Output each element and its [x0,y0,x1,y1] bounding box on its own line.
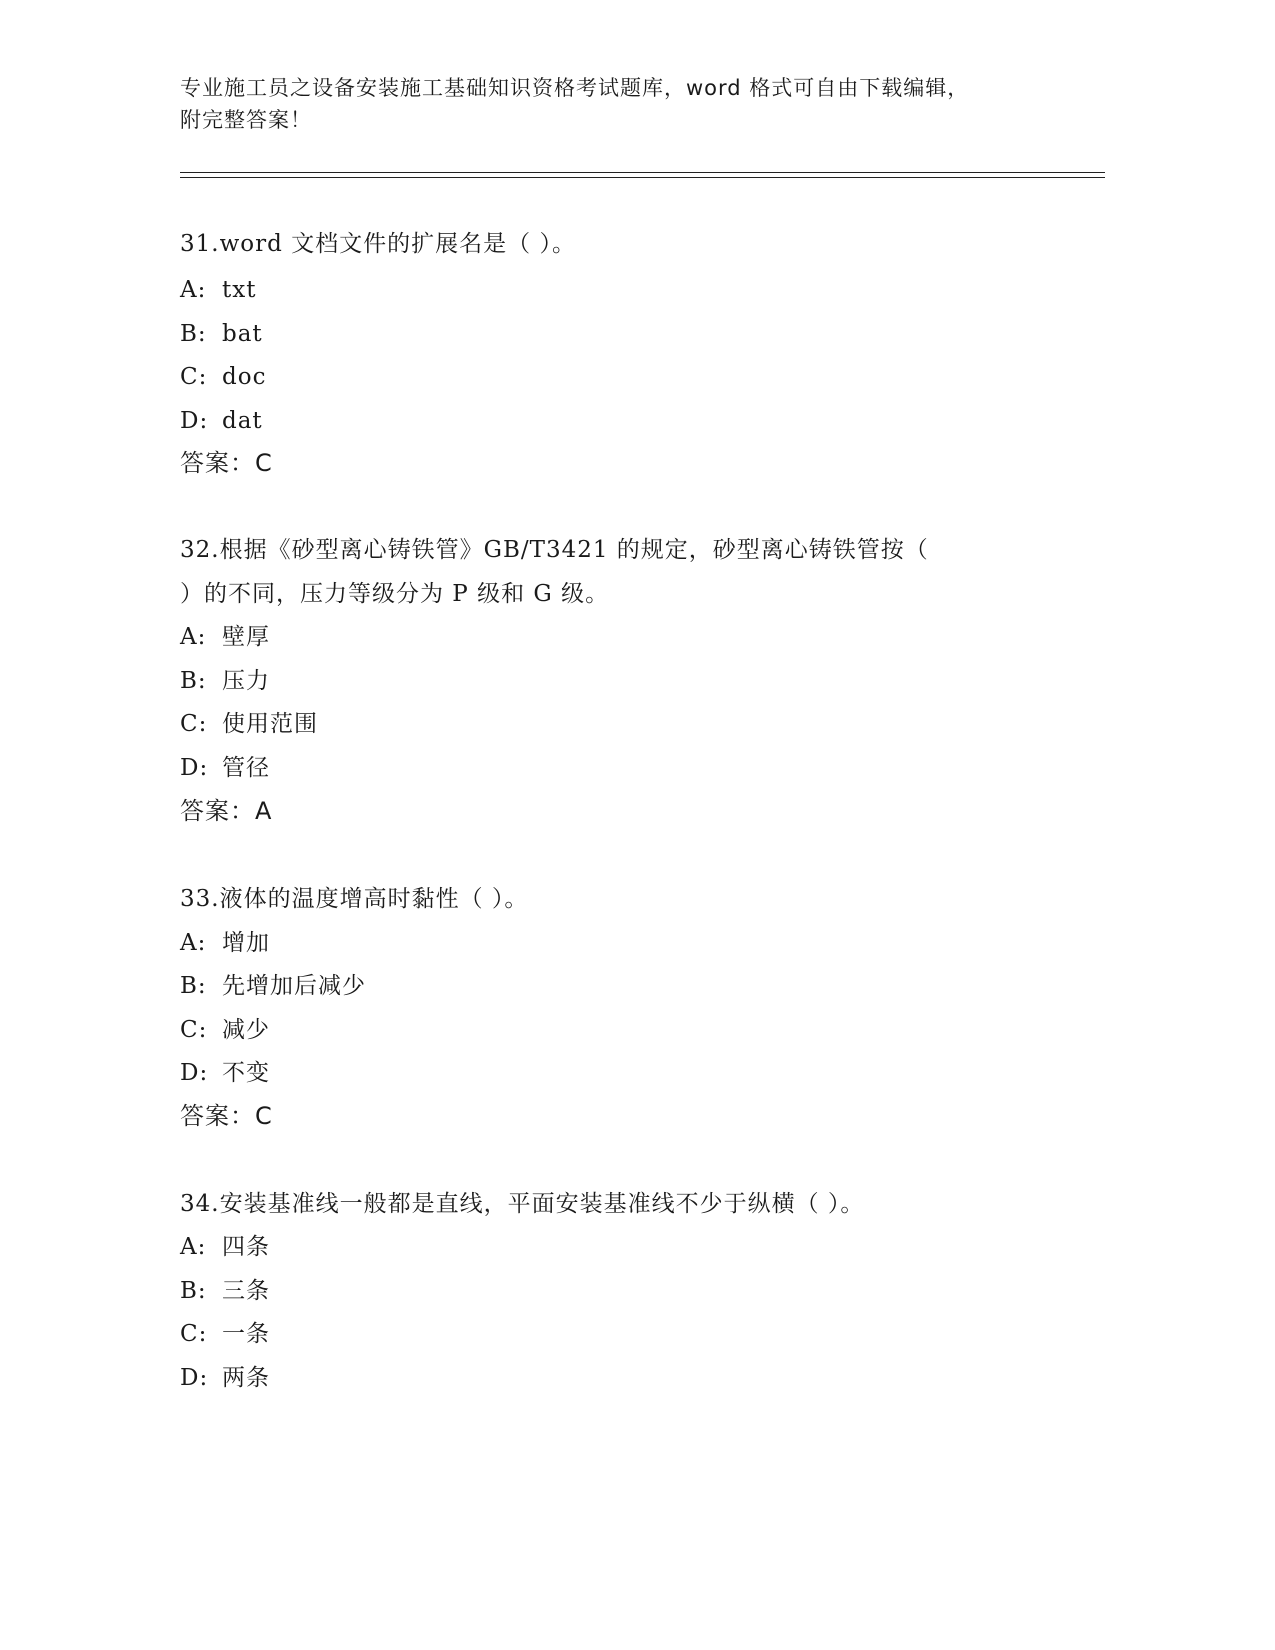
question-32-option-d [180,753,270,783]
question-33-stem: 33.液体的温度增高时黏性（ ）。 [180,886,529,912]
option-letter: D: [180,755,209,781]
option-text: 壁厚 [222,624,270,650]
question-32-option-b [180,666,270,696]
header-line-1: 专业施工员之设备安装施工基础知识资格考试题库，word 格式可自由下载编辑， [180,76,970,100]
option-letter: A: [180,930,207,956]
header-line-2: 附完整答案！ [180,108,312,132]
question-31-option-d [180,406,263,436]
option-letter: B: [180,668,207,694]
option-text: 四条 [222,1234,270,1260]
question-32-option-a [180,622,270,652]
question-32-stem-line-1: 32.根据《砂型离心铸铁管》GB/T3421 的规定，砂型离心铸铁管按（ [180,537,929,563]
option-text: 两条 [222,1365,270,1391]
option-letter: C: [180,711,208,737]
option-letter: B: [180,1278,207,1304]
question-32-answer: 答案：A [180,797,273,825]
option-letter: A: [180,1234,207,1260]
option-letter: A: [180,624,207,650]
question-34-option-d [180,1363,270,1393]
header-divider-top [180,172,1105,173]
option-text: 不变 [222,1060,270,1086]
option-letter: D: [180,408,209,434]
option-letter: C: [180,1321,208,1347]
option-text: doc [222,364,267,390]
question-31-option-b [180,319,263,349]
option-text: bat [222,321,263,347]
question-31-stem: 31.word 文档文件的扩展名是（ ）。 [180,231,576,257]
option-text: 一条 [222,1321,270,1347]
option-text: 减少 [222,1017,270,1043]
header-divider-bottom [180,177,1105,178]
document-header [180,72,1060,136]
option-letter: D: [180,1365,209,1391]
option-text: txt [222,277,257,303]
question-34-option-c [180,1319,270,1349]
question-32-stem-line-2: ）的不同，压力等级分为 P 级和 G 级。 [180,581,610,607]
option-letter: C: [180,1017,208,1043]
option-letter: B: [180,321,207,347]
question-33-option-d [180,1058,270,1088]
option-text: 先增加后减少 [222,973,366,999]
question-34-stem: 34.安装基准线一般都是直线，平面安装基准线不少于纵横（ ）。 [180,1191,865,1217]
question-34-option-a [180,1232,270,1262]
question-33-answer: 答案：C [180,1102,273,1130]
question-33-option-a [180,928,270,958]
question-31-option-a [180,275,256,305]
option-text: 压力 [222,668,270,694]
question-31-option-c [180,362,266,392]
question-32-option-c [180,709,318,739]
option-text: 增加 [222,930,270,956]
option-text: 使用范围 [222,711,318,737]
option-letter: C: [180,364,208,390]
question-33-option-c [180,1015,270,1045]
option-text: 管径 [222,755,270,781]
question-34-option-b [180,1276,270,1306]
option-letter: B: [180,973,207,999]
option-letter: A: [180,277,207,303]
option-text: 三条 [222,1278,270,1304]
option-letter: D: [180,1060,209,1086]
question-33-option-b [180,971,366,1001]
question-31-answer: 答案：C [180,449,273,477]
option-text: dat [222,408,263,434]
